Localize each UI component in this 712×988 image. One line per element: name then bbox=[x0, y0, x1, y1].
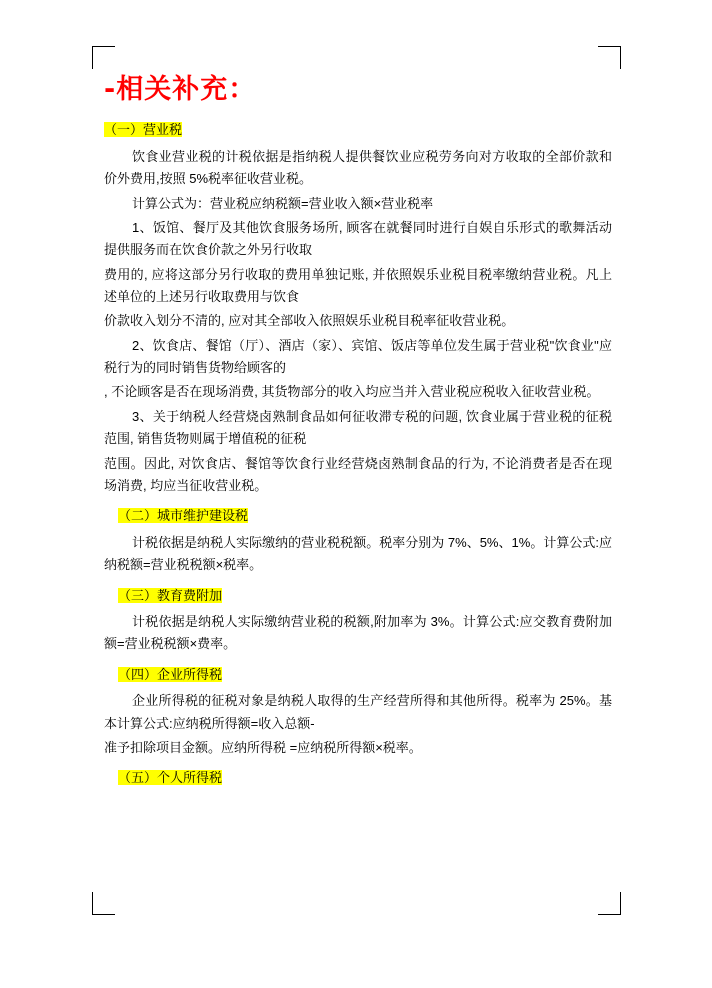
document-body bbox=[104, 62, 612, 794]
section-heading bbox=[104, 665, 612, 685]
crop-mark-bottom-right bbox=[598, 892, 621, 915]
section-heading-highlight: （五）个人所得税 bbox=[118, 770, 223, 786]
section-heading-highlight: （二）城市维护建设税 bbox=[118, 508, 249, 524]
document-section bbox=[104, 506, 612, 576]
paragraph: 2、饮食店、餐馆（厅）、酒店（家）、宾馆、饭店等单位发生属于营业税"饮食业"应税行为的同时销售货物给顾客的 bbox=[104, 337, 612, 376]
paragraph: 3、关于纳税人经营烧卤熟制食品如何征收滞专税的问题, 饮食业属于营业税的征税范围, 销售货物则属于增值税的征税 bbox=[104, 408, 612, 447]
section-list bbox=[104, 120, 612, 787]
paragraph: 计税依据是纳税人实际缴纳营业税的税额,附加率为 3%。计算公式:应交教育费附加额=营业税税额×费率。 bbox=[104, 614, 612, 652]
paragraph: 企业所得税的征税对象是纳税人取得的生产经营所得和其他所得。税率为 25%。基本计算公式:应纳税所得额=收入总额- bbox=[104, 693, 612, 731]
section-heading bbox=[104, 586, 612, 606]
document-section bbox=[104, 586, 612, 656]
paragraph: 价款收入划分不清的, 应对其全部收入依照娱乐业税目税率征收营业税。 bbox=[104, 313, 515, 329]
paragraph: , 不论顾客是否在现场消费, 其货物部分的收入均应当并入营业税应税收入征收营业税。 bbox=[104, 384, 600, 400]
document-section bbox=[104, 665, 612, 760]
paragraph: 计算公式为：营业税应纳税额=营业收入额×营业税率 bbox=[132, 195, 434, 211]
paragraph: 准予扣除项目金额。应纳所得税 =应纳税所得额×税率。 bbox=[104, 739, 422, 755]
document-section bbox=[104, 120, 612, 497]
crop-mark-bottom-left bbox=[92, 892, 115, 915]
section-heading-highlight: （一）营业税 bbox=[104, 122, 183, 138]
section-heading bbox=[104, 768, 612, 788]
document-section bbox=[104, 768, 612, 788]
section-heading bbox=[104, 120, 612, 140]
page-title: -相关补充： bbox=[104, 74, 257, 105]
paragraph: 饮食业营业税的计税依据是指纳税人提供餐饮业应税劳务向对方收取的全部价款和价外费用,按照 5%税率征收营业税。 bbox=[104, 148, 612, 187]
section-heading-highlight: （三）教育费附加 bbox=[118, 587, 223, 603]
section-heading-highlight: （四）企业所得税 bbox=[118, 666, 223, 682]
paragraph: 1、饭馆、餐厅及其他饮食服务场所, 顾客在就餐同时进行自娱自乐形式的歌舞活动提供服务而在饮食价款之外另行收取 bbox=[104, 219, 612, 258]
section-heading bbox=[104, 506, 612, 526]
paragraph: 费用的, 应将这部分另行收取的费用单独记账, 并依照娱乐业税目税率缴纳营业税。凡上述单位的上述另行收取费用与饮食 bbox=[104, 266, 612, 305]
paragraph: 计税依据是纳税人实际缴纳的营业税税额。税率分别为 7%、5%、1%。计算公式:应纳税额=营业税税额×税率。 bbox=[104, 534, 612, 573]
paragraph: 范围。因此, 对饮食店、餐馆等饮食行业经营烧卤熟制食品的行为, 不论消费者是否在现场消费, 均应当征收营业税。 bbox=[104, 455, 612, 493]
